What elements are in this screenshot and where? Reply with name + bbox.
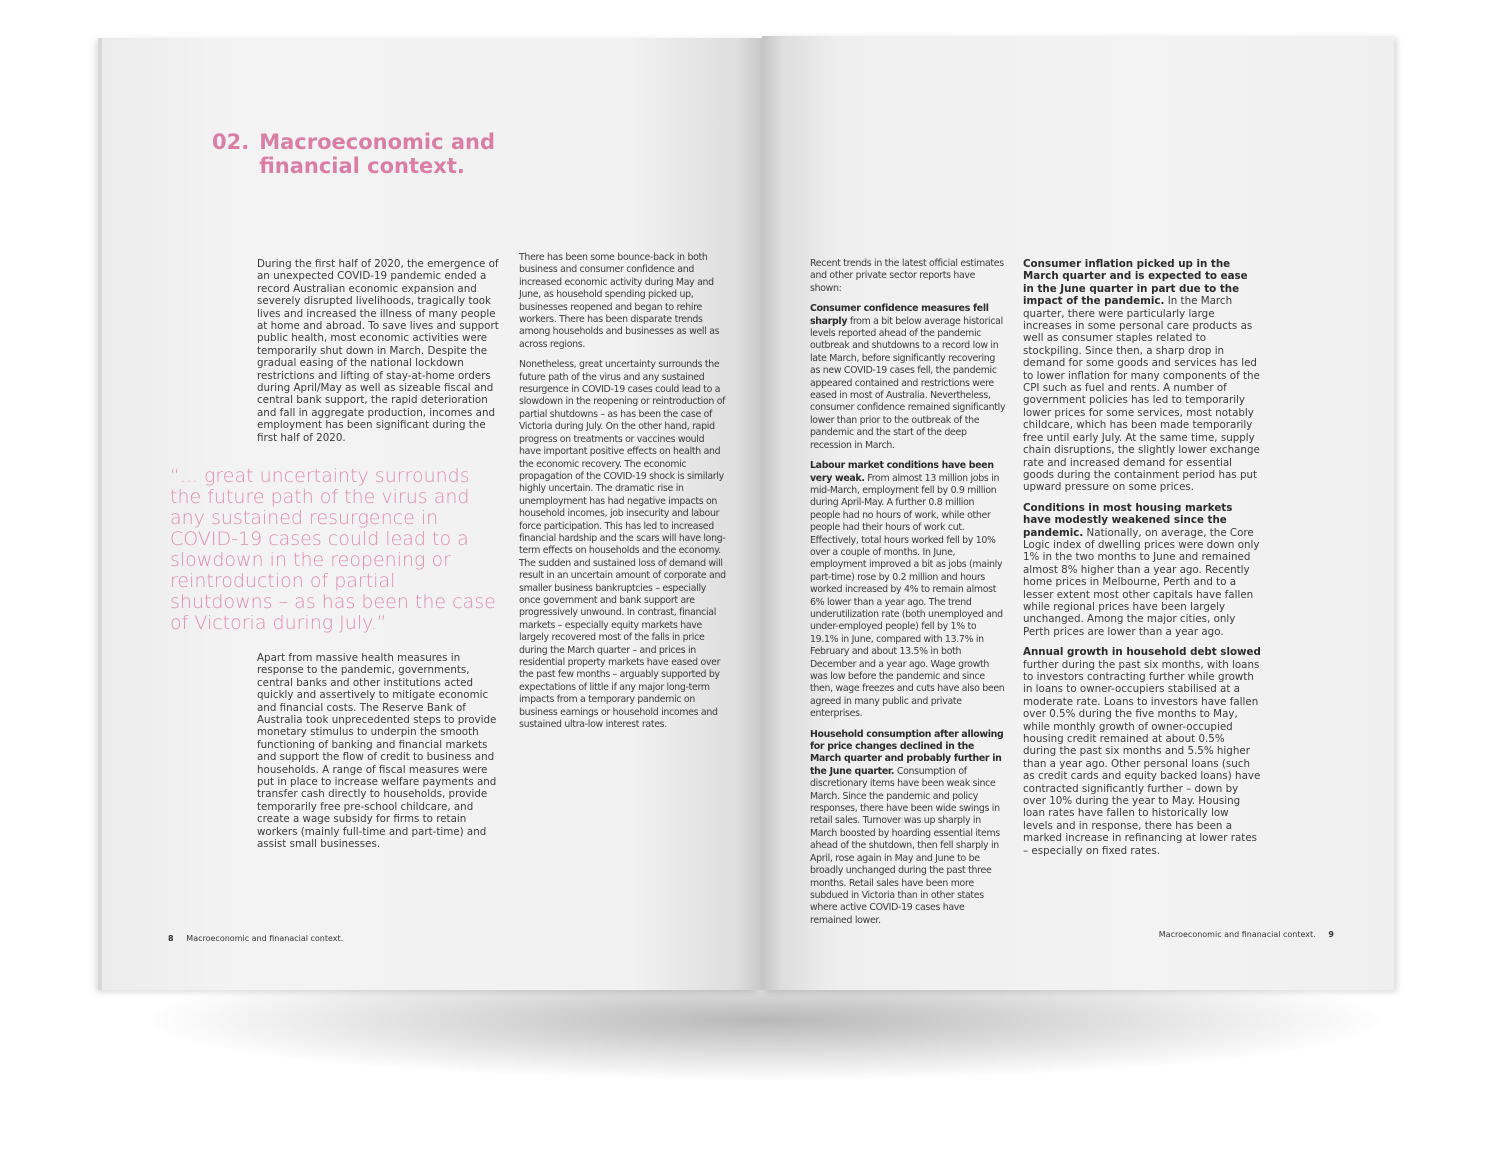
left-page [102, 38, 762, 990]
right-intro: Recent trends in the latest official estimates and other private sector reports have shown: [810, 258, 1004, 294]
housing-markets-paragraph [1023, 502, 1261, 638]
labour-market-text: From almost 13 million jobs in mid-March, employment fell by 0.9 million during April-May. A further 0.8 million people had no hours of work, while other people had their hours of work cut. Effectively, total hours worked fell by 10% over a couple of months. In June, employment improved a bit as jobs (mainly part-time) rose by 0.2 million and hours worked increased by 4% to remain almost 6% lower than a year ago. The trend underutilization rate (both unemployed and under-employed people) fell by 1% to 19.1% in June, compared with 13.7% in February and about 13.5% in both December and a year ago. Wage growth was low before the pandemic and since then, wage freezes and cuts have also been agreed in many public and private enterprises. [810, 472, 1005, 720]
housing-markets-heading: Conditions in most housing markets have modestly weakened since the pandemic. [1023, 501, 1233, 539]
section-title-line-2: financial context. [259, 154, 465, 178]
right-column-right [1023, 258, 1261, 865]
labour-market-paragraph [810, 460, 1006, 721]
running-title-right: Macroeconomic and finanacial context. [1158, 930, 1316, 939]
left-column-bottom [257, 652, 500, 859]
consumer-confidence-text: from a bit below average historical levels reported ahead of the pandemic outbreak and shutdowns to a record low in late March, before significantly recovering as new COVID-19 cases fell, the pandemic appeared contained and restrictions were eased in most of Australia. Nevertheless, consumer confidence remained significantly lower than prior to the outbreak of the pandemic and the start of the deep recession in March. [810, 315, 1006, 451]
consumer-inflation-text: In the March quarter, there were particularly large increases in some personal care products as well as consumer staples related to stockpiling. Since then, a sharp drop in demand for some goods and services has led to lower inflation for many components of the CPI such as fuel and rents. A number of government policies has led to temporarily lower prices for some services, most notably childcare, which has been made temporarily free until early July. At the same time, supply chain disruptions, the slightly lower exchange rate and increased demand for essential goods during the containment period has put upward pressure on some prices. [1023, 295, 1260, 494]
household-debt-paragraph [1023, 646, 1261, 857]
consumer-confidence-heading: Consumer confidence measures fell sharply [810, 303, 989, 327]
consumer-inflation-heading: Consumer inflation picked up in the March quarter and is expected to ease in the June quarter in part due to the impact of the pandemic. [1023, 258, 1248, 308]
right-page [762, 36, 1394, 990]
household-consumption-heading: Household consumption after allowing for price changes declined in the March quarter and probably further in the June quarter. [810, 728, 1004, 777]
right-column-left [810, 258, 1006, 935]
pull-quote: “... great uncertainty surrounds the future path of the virus and any sustained resurgence in COVID-19 cases could lead to a slowdown in the reopening or reintroduction of partial shutdowns – as has been the case of Victoria during July.” [170, 465, 496, 634]
page-number-left: 8 [168, 934, 174, 943]
household-consumption-text: Consumption of discretionary items have been weak since March. Since the pandemic and policy responses, there have been wide swings in retail sales. Turnover was up sharply in March boosted by hoarding essential items ahead of the shutdown, then fell sharply in April, rose again in May and June to be broadly unchanged during the past three months. Retail sales have been more subdued in Victoria than in other states where active COVID-19 cases have remained lower. [810, 765, 1000, 926]
household-debt-text: further during the past six months, with loans to investors contracting further while growth in loans to owner-occupiers stabilised at a moderate rate. Loans to investors have fallen over 0.5% during the five months to May, while monthly growth of owner-occupied housing credit remained at about 0.5% during the past six months and 5.5% higher than a year ago. Other personal loans (such as credit cards and equity backed loans) have contracted significantly further – down by over 10% during the year to May. Housing loan rates have fallen to historically low levels and in response, there has been a marked increase in refinancing at lower rates – especially on fixed rates. [1023, 658, 1261, 857]
left-paragraph-bounce-back: There has been some bounce-back in both business and consumer confidence and increased economic activity during May and June, as household spending picked up, businesses reopened and began to rehire workers. There has been disparate trends among households and businesses as well as across regions. [519, 252, 720, 350]
section-title-line-1: Macroeconomic and [259, 130, 495, 154]
page-number-right: 9 [1328, 930, 1334, 939]
left-paragraph-uncertainty: Nonetheless, great uncertainty surrounds the future path of the virus and any sustained resurgence in COVID-19 cases could lead to a slowdown in the reopening or reintroduction of partial shutdowns – as has been the case of Victoria during July. On the other hand, rapid progress on treatments or vaccines would have important positive effects on health and the economic recovery. The economic propagation of the COVID-19 shock is similarly highly uncertain. The dramatic rise in unemployment has had negative impacts on household incomes, job insecurity and labour force participation. This has led to increased financial hardship and the scars will have long-term effects on households and the economy. The sudden and sustained loss of demand will result in an uncertain amount of corporate and smaller business bankruptcies – especially once government and bank support are progressively unwound. In contrast, financial markets – especially equity markets have largely recovered most of the falls in price during the March quarter – and prices in residential property markets have eased over the past few months – arguably supported by expectations of little if any major long-term impacts from a temporary pandemic on business earnings or household incomes and sustained ultra-low interest rates. [519, 359, 726, 731]
consumer-confidence-paragraph [810, 303, 1006, 452]
household-debt-heading: Annual growth in household debt slowed [1023, 646, 1261, 659]
left-column-right [519, 252, 727, 739]
left-footer [168, 934, 343, 943]
section-heading [212, 130, 495, 178]
household-consumption-paragraph [810, 729, 1006, 928]
right-footer [1159, 930, 1334, 939]
left-paragraph-measures: Apart from massive health measures in response to the pandemic, governments, central banks and other institutions acted quickly and assertively to mitigate economic and financial costs. The Reserve Bank of Australia took unprecedented steps to provide monetary stimulus to underpin the smooth functioning of banking and financial markets and support the flow of credit to business and households. A range of fiscal measures were put in place to increase welfare payments and transfer cash directly to households, provide temporarily free pre-school childcare, and create a wage subsidy for firms to retain workers (mainly full-time and part-time) and assist small businesses. [257, 652, 497, 851]
running-title-left: Macroeconomic and finanacial context. [186, 934, 344, 943]
left-column-top [257, 258, 500, 452]
left-paragraph-intro: During the first half of 2020, the emergence of an unexpected COVID-19 pandemic ended a record Australian economic expansion and severely disrupted livelihoods, tragically took lives and increased the illness of many people at home and abroad. To save lives and support public health, most economic activities were temporarily shut down in March. Despite the gradual easing of the national lockdown restrictions and lifting of stay-at-home orders during April/May as well as sizeable fiscal and central bank support, the rapid deterioration and fall in aggregate production, incomes and employment has been significant during the first half of 2020. [257, 258, 499, 444]
labour-market-heading: Labour market conditions have been very weak. [810, 460, 994, 484]
section-number: 02. [212, 130, 250, 154]
housing-markets-text: Nationally, on average, the Core Logic index of dwelling prices were down only 1% in the two months to June and remained almost 8% higher than a year ago. Recently home prices in Melbourne, Perth and to a lesser extent most other capitals have fallen while regional prices have been largely unchanged. Among the major cities, only Perth prices are lower than a year ago. [1023, 526, 1260, 638]
consumer-inflation-paragraph [1023, 258, 1261, 494]
